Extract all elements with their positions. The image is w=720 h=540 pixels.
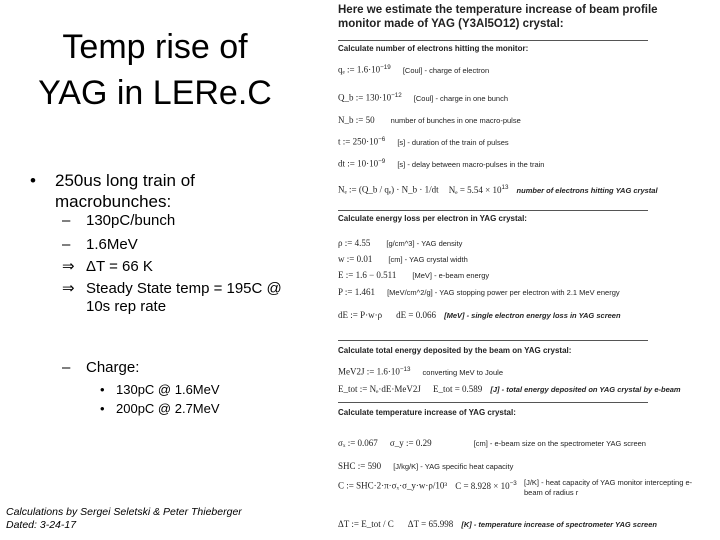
eq-exp: −6 [378,136,386,143]
sub-text: Charge: [86,359,140,376]
sub-text: 130pC/bunch [86,212,176,229]
eq-exp: 13 [501,184,509,191]
heading-line-1: Here we estimate the temperature increase of beam profile [338,4,658,16]
eq-exp: −3 [509,480,517,487]
eq-C-desc: [J/K] - heat capacity of YAG monitor intercepting e-beam of radius r [524,478,693,497]
eq-lhs: SHC := 590 [338,461,382,471]
eq-C [338,480,517,491]
charge-text: 200pC @ 2.7MeV [116,401,220,416]
eq-dT [338,519,657,529]
sub-text: ΔT = 66 K [86,258,153,275]
eq-desc: [Coul] - charge in one bunch [413,93,509,103]
eq-desc: [MeV] - e-beam energy [412,271,490,280]
bullet-mark: • [100,401,105,416]
sub-mark: – [62,236,71,253]
sub-text: 10s rep rate [86,298,167,315]
sub-text: 1.6MeV [86,236,138,253]
eq-lhs: C := SHC·2·π·σₓ·σ_y·w·ρ/10³ [338,480,448,491]
eq-desc: [cm] - e-beam size on the spectrometer YAG screen [473,439,646,448]
eq-lhs: N_b := 50 [338,115,375,125]
implies-arrow: ⇒ [62,258,75,275]
eq-w [338,254,468,264]
eq-lhs: dt := 10·10 [338,158,379,169]
credit-line-2: Dated: 3-24-17 [6,519,77,531]
title-line-1: Temp rise of [62,28,248,66]
eq-dt [338,158,544,169]
eq-note: [J] - total energy deposited on YAG crystal by e-beam [490,385,681,394]
divider [338,340,648,341]
eq-desc: [s] - duration of the train of pulses [397,137,509,147]
eq-lhs: qₑ := 1.6·10 [338,64,381,75]
eq-result: E_tot = 0.589 [432,384,483,394]
eq-lhs: ΔT := E_tot / C [338,519,394,529]
section-total-energy: Calculate total energy deposited by the beam on YAG crystal: [338,346,572,355]
eq-desc: [MeV/cm^2/g] - YAG stopping power per electron with 2.1 MeV energy [387,288,620,297]
sub-mark: – [62,359,71,376]
eq-lhs: t := 250·10 [338,136,379,147]
eq-exp: −13 [399,366,411,373]
eq-lhs: Q_b := 130·10 [338,92,392,103]
eq-desc: number of bunches in one macro-pulse [390,116,521,125]
divider [338,210,648,211]
eq-qb [338,92,508,103]
eq-desc: [J/kg/K] - YAG specific heat capacity [393,462,514,471]
divider [338,40,648,41]
eq-lhs: w := 0.01 [338,254,373,264]
eq-exp: −9 [378,158,386,165]
eq-ne [338,184,658,195]
bullet-mark: • [30,171,36,190]
eq-exp: −12 [391,92,402,99]
section-temperature: Calculate temperature increase of YAG crystal: [338,408,516,417]
sub-mark: – [62,212,71,229]
eq-note: [MeV] - single electron energy loss in YAG screen [444,311,621,320]
eq-t [338,136,509,147]
eq-mid: σ_y := 0.29 [389,438,432,448]
worksheet [310,0,720,540]
implies-arrow: ⇒ [62,280,75,297]
worksheet-heading [338,3,658,31]
eq-desc: [Coul] - charge of electron [402,65,490,75]
eq-note: [K] - temperature increase of spectrometer YAG screen [461,520,657,529]
eq-qe [338,64,489,75]
bullet-mark: • [100,382,105,397]
eq-dE [338,310,621,320]
eq-mev2j [338,366,503,377]
eq-result: ΔT = 65.998 [407,519,454,529]
eq-lhs: σₓ := 0.067 [338,438,378,448]
eq-desc: [s] - delay between macro-pulses in the train [397,159,545,169]
eq-P [338,287,620,297]
eq-E [338,270,489,280]
eq-desc: [g/cm^3] - YAG density [386,239,463,248]
eq-desc: converting MeV to Joule [422,367,503,377]
eq-result: dE = 0.066 [396,310,436,320]
eq-exp: −19 [380,64,391,71]
eq-etot [338,384,681,394]
credit-line-1: Calculations by Sergei Seletski & Peter Thieberger [6,506,242,518]
eq-result: Nₑ = 5.54 × 10 [448,184,502,195]
heading-line-2: monitor made of YAG (Y3Al5O12) crystal: [338,18,564,30]
eq-lhs: dE := P·w·ρ [338,310,383,320]
divider [338,402,648,403]
credit [6,506,242,532]
eq-shc [338,461,513,471]
eq-sigma [338,438,646,448]
eq-result: C = 8.928 × 10 [455,480,510,491]
section-energy-loss: Calculate energy loss per electron in YAG crystal: [338,214,527,223]
eq-desc: [cm] - YAG crystal width [388,255,468,264]
bullet-text: 250us long train of macrobunches: [55,171,195,211]
eq-note: number of electrons hitting YAG crystal [516,185,658,195]
eq-nb [338,115,521,125]
eq-lhs: ρ := 4.55 [338,238,371,248]
eq-rho [338,238,462,248]
eq-lhs: Nₑ := (Q_b / qₑ) · N_b · 1/dt [338,184,439,195]
title-line-2: YAG in LERe.C [38,74,272,112]
sub-text: Steady State temp = 195C @ [86,280,282,297]
eq-lhs: E := 1.6 − 0.511 [338,270,397,280]
section-electrons: Calculate number of electrons hitting the monitor: [338,44,529,53]
eq-lhs: MeV2J := 1.6·10 [338,366,400,377]
eq-lhs: E_tot := Nₑ·dE·MeV2J [338,384,421,394]
charge-text: 130pC @ 1.6MeV [116,382,220,397]
slide-title [10,24,300,116]
eq-lhs: P := 1.461 [338,287,375,297]
